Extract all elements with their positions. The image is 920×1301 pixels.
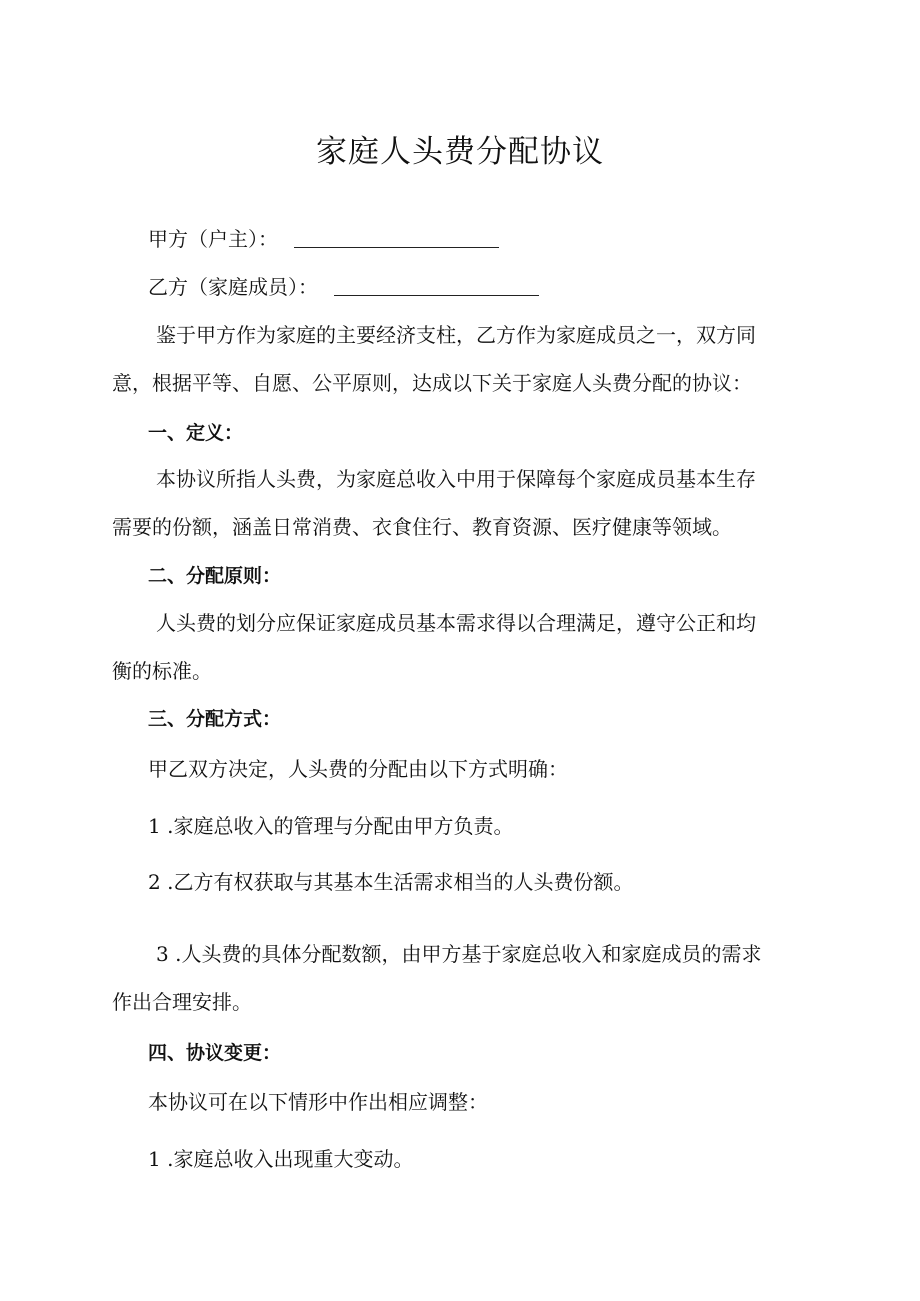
section-4-item-1: 1 .家庭总收入出现重大变动。 (148, 1147, 414, 1171)
section-3-item-2: 2 .乙方有权获取与其基本生活需求相当的人头费份额。 (148, 870, 634, 894)
party-a-blank[interactable] (294, 227, 499, 248)
section-2-heading: 二、分配原则： (148, 565, 282, 587)
section-2-line-2: 衡的标准。 (112, 659, 212, 683)
party-b-label: 乙方（家庭成员）： (148, 275, 318, 299)
intro-line-2: 意，根据平等、自愿、公平原则，达成以下关于家庭人头费分配的协议： (112, 371, 752, 395)
section-3-lead: 甲乙双方决定，人头费的分配由以下方式明确： (148, 757, 568, 781)
section-2-line-1: 人头费的划分应保证家庭成员基本需求得以合理满足，遵守公正和均 (156, 611, 756, 635)
party-a-row (148, 225, 848, 253)
section-3-item-3-line-1: 3 .人头费的具体分配数额，由甲方基于家庭总收入和家庭成员的需求 (156, 942, 762, 966)
section-1-line-1: 本协议所指人头费，为家庭总收入中用于保障每个家庭成员基本生存 (156, 467, 756, 491)
section-4-heading: 四、协议变更： (148, 1042, 282, 1064)
party-a-label: 甲方（户主）： (148, 227, 278, 251)
document-title: 家庭人头费分配协议 (316, 134, 604, 170)
section-1-heading: 一、定义： (148, 422, 244, 444)
section-1-line-2: 需要的份额，涵盖日常消费、衣食住行、教育资源、医疗健康等领域。 (112, 515, 732, 539)
section-3-item-3-line-2: 作出合理安排。 (112, 990, 252, 1014)
party-b-blank[interactable] (334, 275, 539, 296)
intro-line-1: 鉴于甲方作为家庭的主要经济支柱，乙方作为家庭成员之一，双方同 (156, 323, 756, 347)
section-3-heading: 三、分配方式： (148, 708, 282, 730)
section-4-lead: 本协议可在以下情形中作出相应调整： (148, 1090, 488, 1114)
party-b-row (148, 273, 848, 301)
section-3-item-1: 1 .家庭总收入的管理与分配由甲方负责。 (148, 814, 514, 838)
